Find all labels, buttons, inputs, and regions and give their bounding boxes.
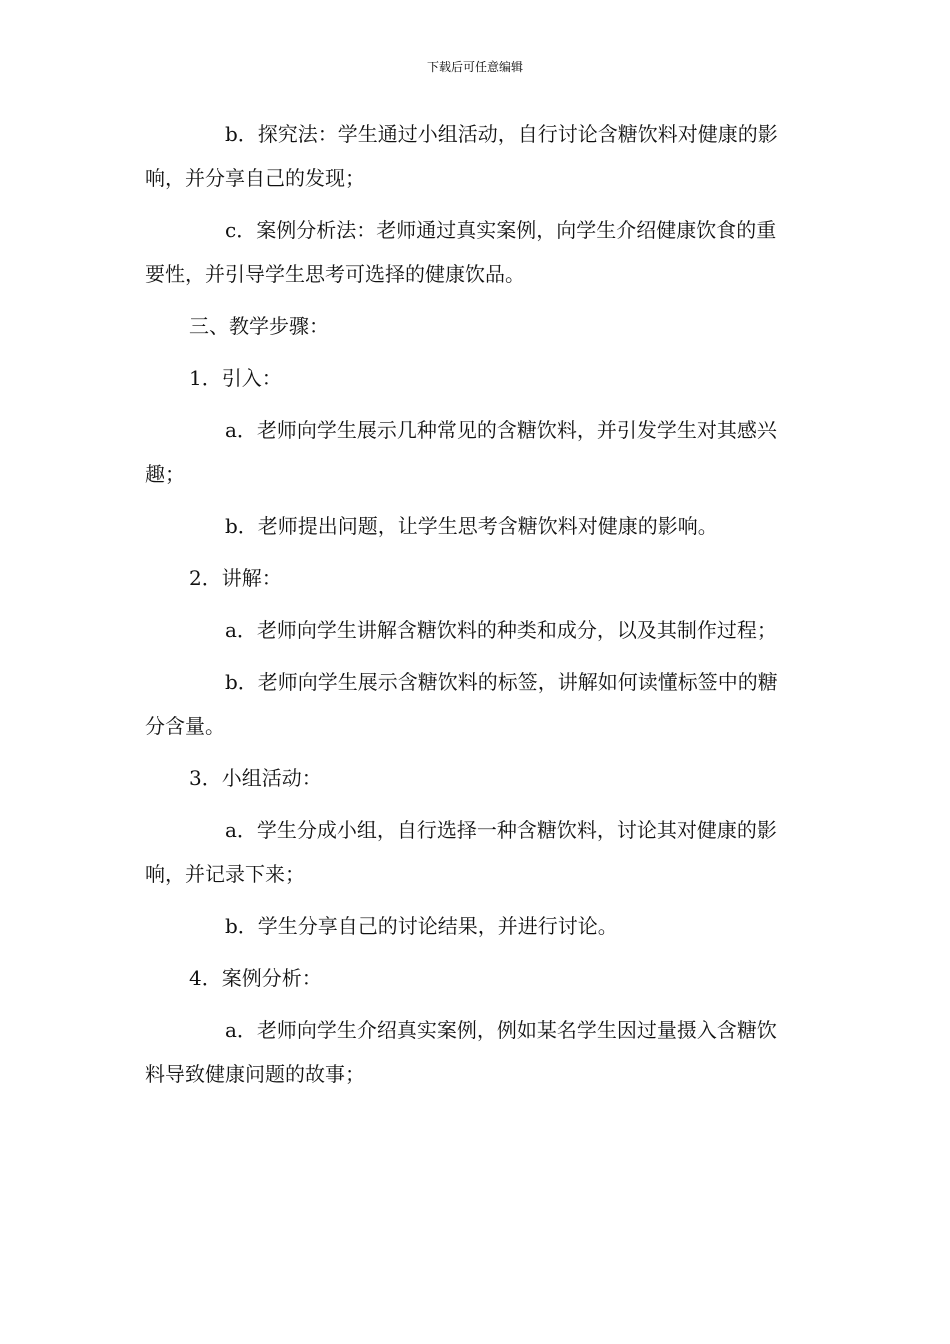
- paragraph: c．案例分析法：老师通过真实案例，向学生介绍健康饮食的重要性，并引导学生思考可选择的健康饮品。: [145, 218, 777, 286]
- paragraph: a．老师向学生展示几种常见的含糖饮料，并引发学生对其感兴趣；: [145, 418, 777, 486]
- paragraph: b．老师向学生展示含糖饮料的标签，讲解如何读懂标签中的糖分含量。: [145, 670, 778, 738]
- document-body: [145, 112, 795, 1104]
- paragraph: a．老师向学生介绍真实案例，例如某名学生因过量摄入含糖饮料导致健康问题的故事；: [145, 1018, 777, 1086]
- paragraph: b．探究法：学生通过小组活动，自行讨论含糖饮料对健康的影响，并分享自己的发现；: [145, 122, 778, 190]
- page-header: 下载后可任意编辑: [426, 60, 523, 74]
- step-heading: 3．小组活动：: [189, 766, 322, 790]
- paragraph: b．老师提出问题，让学生思考含糖饮料对健康的影响。: [225, 514, 718, 538]
- section-heading: 三、教学步骤：: [189, 314, 329, 338]
- step-heading: 2．讲解：: [189, 566, 282, 590]
- paragraph: b．学生分享自己的讨论结果，并进行讨论。: [225, 914, 618, 938]
- paragraph: a．学生分成小组，自行选择一种含糖饮料，讨论其对健康的影响，并记录下来；: [145, 818, 777, 886]
- step-heading: 4．案例分析：: [189, 966, 322, 990]
- step-heading: 1．引入：: [189, 366, 282, 390]
- paragraph: a．老师向学生讲解含糖饮料的种类和成分，以及其制作过程；: [225, 618, 777, 642]
